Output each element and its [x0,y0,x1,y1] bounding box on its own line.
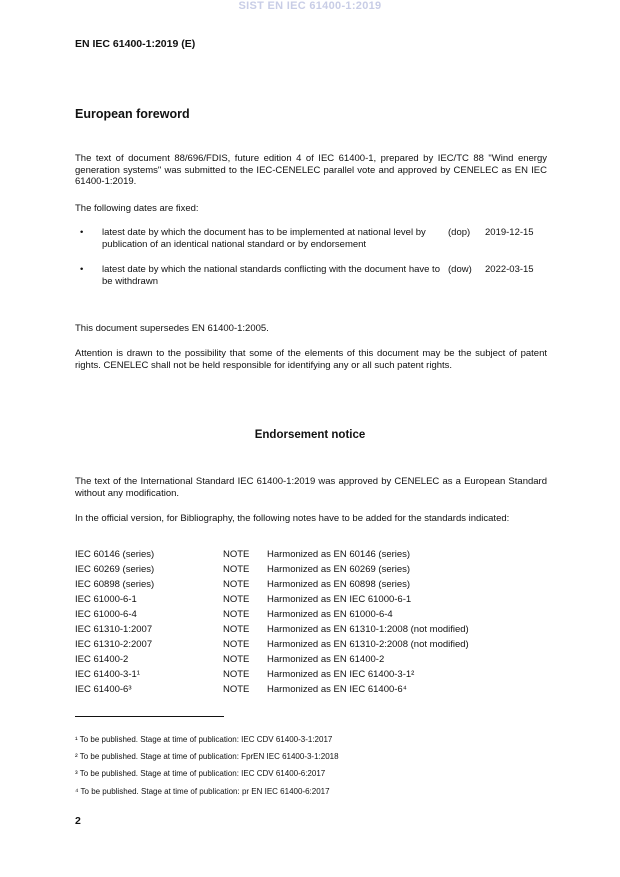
foreword-intro: The text of document 88/696/FDIS, future edition 4 of IEC 61400-1, prepared by IEC/TC 88 "Wind energy generation systems" was submitted to the IEC-CENELEC parallel vote and approved by CENELEC as EN IEC 61400-1:2019. [75,153,547,187]
standard-code: IEC 60146 (series) [75,549,155,560]
note-label: NOTE [223,609,250,620]
note-label: NOTE [223,564,250,575]
harmonized-text: Harmonized as EN 60898 (series) [267,579,411,590]
footnote-1: ¹ To be published. Stage at time of publication: IEC CDV 61400-3-1:2017 [75,735,333,744]
standard-code: IEC 60898 (series) [75,579,155,590]
dates-intro: The following dates are fixed: [75,203,199,214]
harmonized-text: Harmonized as EN IEC 61000-6-1 [267,594,412,605]
list-item [75,609,555,624]
watermark: SIST EN IEC 61400-1:2019 [238,0,382,12]
list-item [75,639,555,654]
footnote-divider [75,716,224,717]
harmonized-text: Harmonized as EN 60269 (series) [267,564,411,575]
harmonized-text: Harmonized as EN 61400-2 [267,654,385,665]
footnotes [75,735,555,804]
note-label: NOTE [223,624,250,635]
note-label: NOTE [223,579,250,590]
list-item [75,579,555,594]
harmonized-text: Harmonized as EN IEC 61400-6⁴ [267,684,407,695]
note-label: NOTE [223,654,250,665]
date-item-code: (dop) [448,227,471,238]
note-label: NOTE [223,684,250,695]
footnote-2: ² To be published. Stage at time of publication: FprEN IEC 61400-3-1:2018 [75,752,339,762]
date-item-date: 2022-03-15 [485,264,534,275]
harmonized-text: Harmonized as EN 61310-2:2008 (not modified) [267,639,469,650]
endorsement-text: The text of the International Standard IEC 61400-1:2019 was approved by CENELEC as a European Standard without any modification. [75,476,547,499]
patent-rights-note: Attention is drawn to the possibility that some of the elements of this document may be the subject of patent rights. CENELEC shall not be held responsible for identifying any or all such patent rights. [75,348,547,371]
standard-code: IEC 61310-1:2007 [75,624,153,635]
list-item [75,684,555,699]
standard-code: IEC 61000-6-1 [75,594,137,605]
date-item-code: (dow) [448,264,472,275]
standard-code: IEC 61000-6-4 [75,609,137,620]
footnote-4: ⁴ To be published. Stage at time of publication: pr EN IEC 61400-6:2017 [75,786,330,796]
standard-code: IEC 61310-2:2007 [75,639,153,650]
list-item [75,549,555,564]
list-item [75,669,555,684]
list-item [75,624,555,639]
endorsement-title: Endorsement notice [254,429,366,441]
date-item-date: 2019-12-15 [485,227,534,238]
date-item-text: latest date by which the national standards conflicting with the document have to be withdrawn [102,264,440,287]
standards-notes-list [75,549,555,699]
bibliography-note: In the official version, for Bibliography, the following notes have to be added for the standards indicated: [75,513,510,524]
note-label: NOTE [223,639,250,650]
date-item-text: latest date by which the document has to be implemented at national level by publication of an identical national standard or by endorsement [102,227,426,250]
note-label: NOTE [223,549,250,560]
harmonized-text: Harmonized as EN 60146 (series) [267,549,411,560]
note-label: NOTE [223,594,250,605]
standard-code: IEC 61400-3-1¹ [75,669,140,680]
standard-code: IEC 61400-6³ [75,684,132,695]
page-number: 2 [75,815,81,827]
harmonized-text: Harmonized as EN 61000-6-4 [267,609,393,620]
bullet-icon: • [80,264,84,275]
harmonized-text: Harmonized as EN 61310-1:2008 (not modified) [267,624,469,635]
list-item [75,654,555,669]
foreword-title: European foreword [75,107,190,121]
list-item [75,564,555,579]
list-item [75,594,555,609]
footnote-3: ³ To be published. Stage at time of publication: IEC CDV 61400-6:2017 [75,769,326,779]
document-id-header: EN IEC 61400-1:2019 (E) [75,38,196,50]
supersedes-note: This document supersedes EN 61400-1:2005. [75,323,269,334]
standard-code: IEC 61400-2 [75,654,129,665]
note-label: NOTE [223,669,250,680]
standard-code: IEC 60269 (series) [75,564,155,575]
bullet-icon: • [80,227,84,238]
harmonized-text: Harmonized as EN IEC 61400-3-1² [267,669,415,680]
